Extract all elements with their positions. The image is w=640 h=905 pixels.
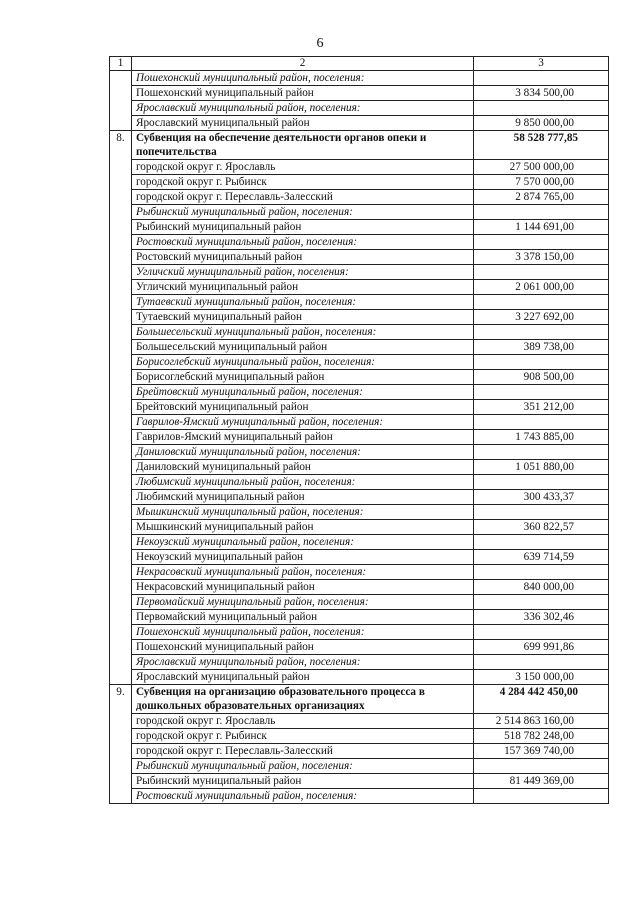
amount-cell: 389 738,00 — [474, 340, 609, 355]
amount-cell — [474, 475, 609, 490]
amount-cell: 3 834 500,00 — [474, 86, 609, 101]
district-group-label: Пошехонский муниципальный район, поселения: — [132, 71, 474, 86]
table-row — [110, 385, 609, 400]
amount-cell — [474, 625, 609, 640]
table-row — [110, 625, 609, 640]
table-row — [110, 460, 609, 475]
table-row — [110, 580, 609, 595]
table-row — [110, 505, 609, 520]
amount-cell — [474, 71, 609, 86]
table-row — [110, 160, 609, 175]
amount-cell: 2 874 765,00 — [474, 190, 609, 205]
table-row — [110, 640, 609, 655]
table-row — [110, 744, 609, 759]
table-row — [110, 430, 609, 445]
amount-cell — [474, 565, 609, 580]
table-row — [110, 280, 609, 295]
district-name: Большесельский муниципальный район — [132, 340, 474, 355]
amount-cell: 1 051 880,00 — [474, 460, 609, 475]
amount-cell — [474, 445, 609, 460]
table-row — [110, 325, 609, 340]
amount-cell — [474, 265, 609, 280]
amount-cell: 840 000,00 — [474, 580, 609, 595]
section-title: Субвенция на обеспечение деятельности органов опеки и попечительства — [132, 131, 474, 160]
amount-cell: 1 144 691,00 — [474, 220, 609, 235]
table-row — [110, 101, 609, 116]
table-row — [110, 235, 609, 250]
district-name: Рыбинский муниципальный район — [132, 774, 474, 789]
amount-cell — [474, 355, 609, 370]
table-row — [110, 490, 609, 505]
district-name: городской округ г. Ярославль — [132, 160, 474, 175]
amount-cell — [474, 535, 609, 550]
district-name: Угличский муниципальный район — [132, 280, 474, 295]
table-row — [110, 355, 609, 370]
table-row — [110, 774, 609, 789]
amount-cell: 518 782 248,00 — [474, 729, 609, 744]
district-name: Некоузский муниципальный район — [132, 550, 474, 565]
table-row — [110, 265, 609, 280]
amount-cell: 27 500 000,00 — [474, 160, 609, 175]
section-title: Субвенция на организацию образовательного процесса в дошкольных образовательных организациях — [132, 685, 474, 714]
table-header-row — [110, 57, 609, 71]
subvention-table — [109, 56, 609, 804]
amount-cell: 360 822,57 — [474, 520, 609, 535]
district-name: городской округ г. Переславль-Залесский — [132, 190, 474, 205]
column-header-2: 2 — [132, 57, 474, 71]
table-row — [110, 670, 609, 685]
table-row — [110, 175, 609, 190]
amount-cell: 157 369 740,00 — [474, 744, 609, 759]
section-total: 58 528 777,85 — [474, 131, 609, 160]
district-name: Рыбинский муниципальный район — [132, 220, 474, 235]
table-row — [110, 370, 609, 385]
table-row — [110, 86, 609, 101]
section-number-cell: 9. — [110, 685, 132, 804]
district-group-label: Некрасовский муниципальный район, поселения: — [132, 565, 474, 580]
amount-cell: 7 570 000,00 — [474, 175, 609, 190]
district-group-label: Тутаевский муниципальный район, поселения: — [132, 295, 474, 310]
table-row — [110, 116, 609, 131]
section-number-cell: 8. — [110, 131, 132, 685]
district-name: Ярославский муниципальный район — [132, 670, 474, 685]
page-number: 6 — [316, 36, 324, 51]
amount-cell — [474, 415, 609, 430]
amount-cell — [474, 385, 609, 400]
amount-cell: 3 378 150,00 — [474, 250, 609, 265]
table-row — [110, 550, 609, 565]
district-name: Ярославский муниципальный район — [132, 116, 474, 131]
table-row — [110, 205, 609, 220]
amount-cell — [474, 325, 609, 340]
column-header-3: 3 — [474, 57, 609, 71]
amount-cell: 908 500,00 — [474, 370, 609, 385]
amount-cell: 1 743 885,00 — [474, 430, 609, 445]
amount-cell: 9 850 000,00 — [474, 116, 609, 131]
district-name: городской округ г. Рыбинск — [132, 175, 474, 190]
amount-cell: 2 514 863 160,00 — [474, 714, 609, 729]
district-group-label: Ярославский муниципальный район, поселения: — [132, 101, 474, 116]
amount-cell — [474, 505, 609, 520]
table-row — [110, 400, 609, 415]
district-group-label: Пошехонский муниципальный район, поселения: — [132, 625, 474, 640]
amount-cell — [474, 789, 609, 804]
section-number-cell — [110, 71, 132, 131]
district-group-label: Рыбинский муниципальный район, поселения: — [132, 205, 474, 220]
amount-cell — [474, 205, 609, 220]
district-name: Пошехонский муниципальный район — [132, 640, 474, 655]
district-group-label: Ярославский муниципальный район, поселения: — [132, 655, 474, 670]
table-row — [110, 295, 609, 310]
district-name: Мышкинский муниципальный район — [132, 520, 474, 535]
table-row — [110, 535, 609, 550]
district-group-label: Брейтовский муниципальный район, поселения: — [132, 385, 474, 400]
district-name: Даниловский муниципальный район — [132, 460, 474, 475]
table-row — [110, 220, 609, 235]
table-row — [110, 250, 609, 265]
table-row — [110, 445, 609, 460]
amount-cell — [474, 759, 609, 774]
column-header-1: 1 — [110, 57, 132, 71]
table-row — [110, 759, 609, 774]
table-row — [110, 655, 609, 670]
amount-cell: 351 212,00 — [474, 400, 609, 415]
table-row — [110, 714, 609, 729]
table-row — [110, 340, 609, 355]
table-row — [110, 310, 609, 325]
amount-cell — [474, 235, 609, 250]
district-name: Первомайский муниципальный район — [132, 610, 474, 625]
district-group-label: Первомайский муниципальный район, поселения: — [132, 595, 474, 610]
district-group-label: Угличский муниципальный район, поселения: — [132, 265, 474, 280]
district-name: Ростовский муниципальный район — [132, 250, 474, 265]
district-name: городской округ г. Переславль-Залесский — [132, 744, 474, 759]
table-row — [110, 565, 609, 580]
district-group-label: Рыбинский муниципальный район, поселения: — [132, 759, 474, 774]
table-row — [110, 71, 609, 86]
amount-cell: 2 061 000,00 — [474, 280, 609, 295]
table-row — [110, 595, 609, 610]
district-group-label: Ростовский муниципальный район, поселения: — [132, 789, 474, 804]
district-name: городской округ г. Рыбинск — [132, 729, 474, 744]
section-total: 4 284 442 450,00 — [474, 685, 609, 714]
table-row — [110, 789, 609, 804]
district-group-label: Любимский муниципальный район, поселения: — [132, 475, 474, 490]
amount-cell: 699 991,86 — [474, 640, 609, 655]
amount-cell — [474, 595, 609, 610]
amount-cell: 3 150 000,00 — [474, 670, 609, 685]
district-name: городской округ г. Ярославль — [132, 714, 474, 729]
amount-cell: 3 227 692,00 — [474, 310, 609, 325]
section-title-row — [110, 131, 609, 160]
district-name: Пошехонский муниципальный район — [132, 86, 474, 101]
district-name: Брейтовский муниципальный район — [132, 400, 474, 415]
district-name: Тутаевский муниципальный район — [132, 310, 474, 325]
district-group-label: Мышкинский муниципальный район, поселения: — [132, 505, 474, 520]
district-group-label: Борисоглебский муниципальный район, поселения: — [132, 355, 474, 370]
table-row — [110, 729, 609, 744]
amount-cell: 639 714,59 — [474, 550, 609, 565]
district-group-label: Даниловский муниципальный район, поселения: — [132, 445, 474, 460]
table-row — [110, 610, 609, 625]
district-group-label: Ростовский муниципальный район, поселения: — [132, 235, 474, 250]
section-title-row — [110, 685, 609, 714]
amount-cell: 300 433,37 — [474, 490, 609, 505]
table-row — [110, 415, 609, 430]
table-row — [110, 475, 609, 490]
district-name: Некрасовский муниципальный район — [132, 580, 474, 595]
subvention-table-body — [110, 57, 609, 804]
district-name: Гаврилов-Ямский муниципальный район — [132, 430, 474, 445]
table-row — [110, 520, 609, 535]
district-name: Борисоглебский муниципальный район — [132, 370, 474, 385]
district-group-label: Большесельский муниципальный район, поселения: — [132, 325, 474, 340]
amount-cell: 81 449 369,00 — [474, 774, 609, 789]
district-group-label: Некоузский муниципальный район, поселения: — [132, 535, 474, 550]
district-name: Любимский муниципальный район — [132, 490, 474, 505]
amount-cell — [474, 655, 609, 670]
table-row — [110, 190, 609, 205]
amount-cell — [474, 295, 609, 310]
amount-cell: 336 302,46 — [474, 610, 609, 625]
district-group-label: Гаврилов-Ямский муниципальный район, поселения: — [132, 415, 474, 430]
amount-cell — [474, 101, 609, 116]
